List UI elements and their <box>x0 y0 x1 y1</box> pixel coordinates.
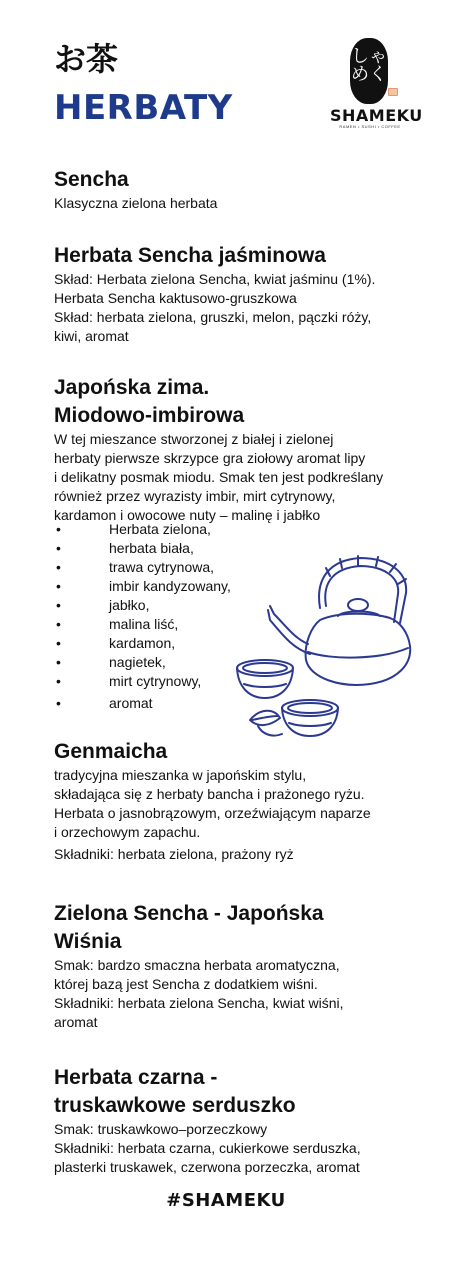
item-line: tradycyjna mieszanka w japońskim stylu, <box>54 767 307 783</box>
item-name-line: Wiśnia <box>54 930 122 953</box>
list-item: • jabłko, <box>56 597 150 613</box>
item-line: Herbata Sencha kaktusowo-gruszkowa <box>54 290 297 306</box>
item-line: kardamon i owocowe nuty – malinę i jabłko <box>54 507 321 523</box>
item-line: W tej mieszance stworzonej z białej i zielonej <box>54 431 334 447</box>
envelope-icon <box>388 88 398 96</box>
item-line: Składniki: herbata zielona Sencha, kwiat wiśni, <box>54 995 344 1011</box>
item-name-line: Japońska zima. <box>54 376 210 399</box>
logo-tagline: RAMEN • SUSHI • COFFEE <box>339 124 401 129</box>
menu-item-japonska-zima <box>54 374 434 525</box>
item-line: i delikatny posmak miodu. Smak ten jest podkreślany <box>54 469 384 485</box>
teapot-illustration-icon <box>230 548 420 743</box>
menu-item-sencha <box>54 166 414 213</box>
item-name: Herbata Sencha jaśminowa <box>54 244 326 267</box>
item-line: i orzechowym zapachu. <box>54 824 201 840</box>
page-title: HERBATY <box>54 88 233 128</box>
item-line: Skład: Herbata zielona Sencha, kwiat jaśminu (1%). <box>54 271 376 287</box>
list-item: • Herbata zielona, <box>56 521 211 537</box>
list-item: • herbata biała, <box>56 540 194 556</box>
item-line: Składniki: herbata zielona, prażony ryż <box>54 846 294 862</box>
list-item: • aromat <box>56 695 153 711</box>
item-name-line: truskawkowe serduszko <box>54 1094 296 1117</box>
shameku-logo <box>330 38 423 130</box>
japanese-title: お茶 <box>54 40 119 78</box>
item-name-line: Zielona Sencha - Japońska <box>54 902 324 925</box>
item-line: kiwi, aromat <box>54 328 129 344</box>
item-line: Skład: herbata zielona, gruszki, melon, pączki róży, <box>54 309 372 325</box>
item-line: Składniki: herbata czarna, cukierkowe serduszka, <box>54 1140 361 1156</box>
item-name: Genmaicha <box>54 740 168 763</box>
footer-hashtag: #SHAMEKU <box>166 1190 286 1211</box>
item-name: Sencha <box>54 168 129 191</box>
logo-mark-icon <box>350 38 388 104</box>
item-line: składająca się z herbaty bancha i prażonego ryżu. <box>54 786 365 802</box>
list-item: • imbir kandyzowany, <box>56 578 231 594</box>
item-name-line: Miodowo-imbirowa <box>54 404 245 427</box>
list-item: • mirt cytrynowy, <box>56 673 202 689</box>
list-item: • malina liść, <box>56 616 179 632</box>
item-line: herbaty pierwsze skrzypce gra ziołowy aromat lipy <box>54 450 366 466</box>
menu-item-truskawkowe-serduszko <box>54 1064 434 1177</box>
menu-item-genmaicha <box>54 738 434 864</box>
list-item: • kardamon, <box>56 635 176 651</box>
menu-item-sencha-jasminowa <box>54 242 434 346</box>
item-line: aromat <box>54 1014 98 1030</box>
list-item: • nagietek, <box>56 654 166 670</box>
item-line: Smak: truskawkowo–porzeczkowy <box>54 1121 268 1137</box>
item-description: Klasyczna zielona herbata <box>54 195 218 211</box>
logo-glyph: しゃめく <box>351 46 387 85</box>
item-line: której bazą jest Sencha z dodatkiem wiśni. <box>54 976 318 992</box>
item-line: Smak: bardzo smaczna herbata aromatyczna, <box>54 957 340 973</box>
list-item: • trawa cytrynowa, <box>56 559 215 575</box>
item-line: plasterki truskawek, czerwona porzeczka, aromat <box>54 1159 360 1175</box>
logo-name: SHAMEKU <box>330 106 423 125</box>
menu-item-japonska-wisnia <box>54 900 434 1032</box>
item-line: Herbata o jasnobrązowym, orzeźwiającym naparze <box>54 805 371 821</box>
item-line: również przez wyrazisty imbir, mirt cytrynowy, <box>54 488 336 504</box>
item-name-line: Herbata czarna - <box>54 1066 218 1089</box>
